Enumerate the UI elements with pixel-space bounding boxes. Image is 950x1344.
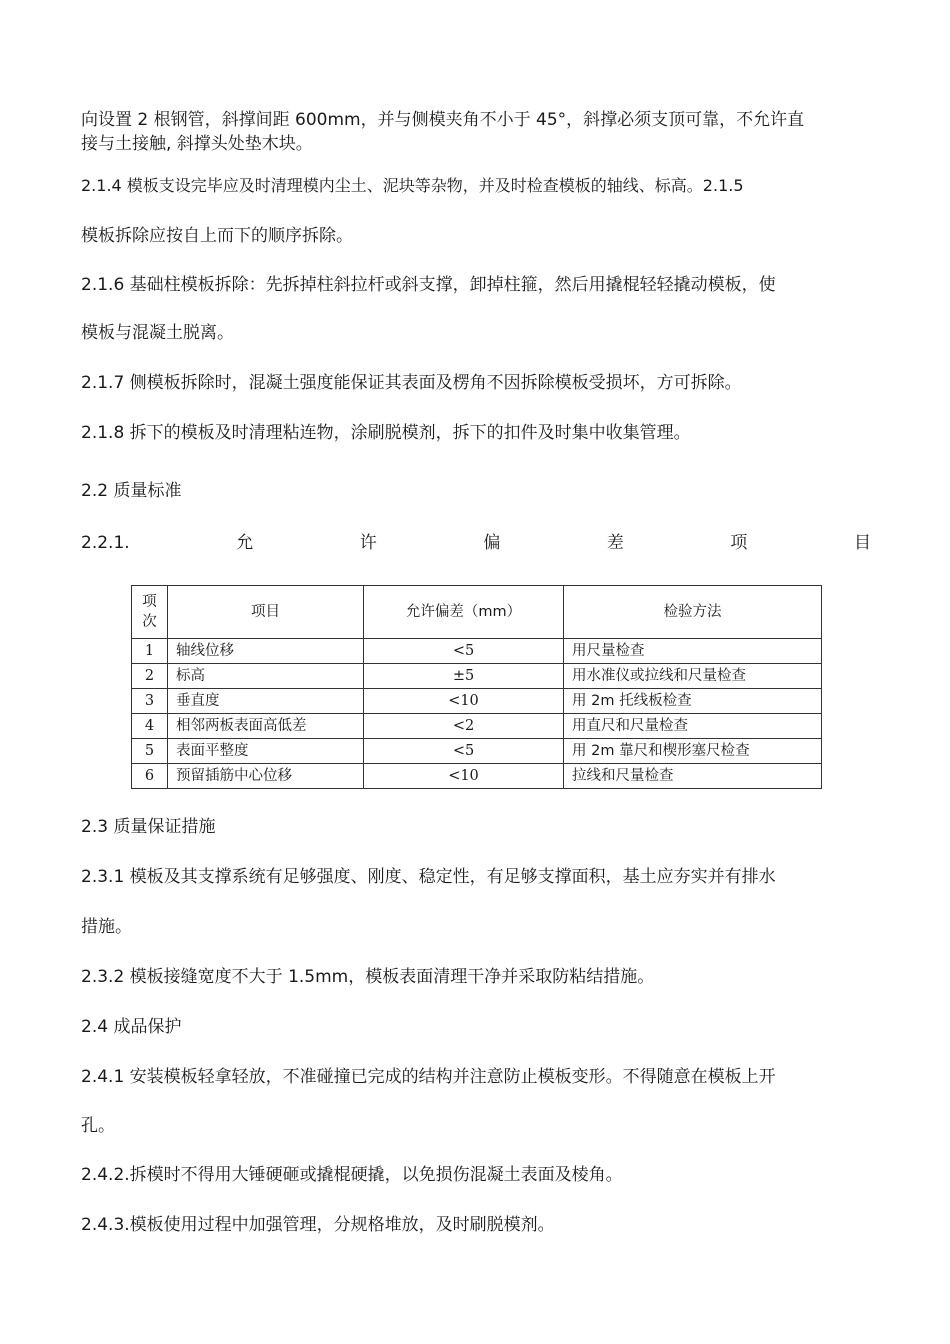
heading-char: 差 <box>606 533 624 553</box>
cell-tolerance: <10 <box>364 764 564 789</box>
cell-method: 用尺量检查 <box>564 639 822 664</box>
cell-tolerance: <5 <box>364 639 564 664</box>
cell-method: 用 2m 托线板检查 <box>564 689 822 714</box>
cell-item: 表面平整度 <box>168 739 364 764</box>
header-method: 检验方法 <box>564 586 822 639</box>
heading-char: 2.2.1. <box>81 533 130 553</box>
table-row <box>132 664 822 689</box>
cell-no: 5 <box>132 739 168 764</box>
paragraph-line: 2.1.7 侧模板拆除时，混凝土强度能保证其表面及楞角不因拆除模板受损坏，方可拆除。 <box>81 373 742 393</box>
cell-no: 2 <box>132 664 168 689</box>
heading-char: 允 <box>236 533 254 553</box>
paragraph-line: 模板与混凝土脱离。 <box>81 323 234 343</box>
paragraph-line: 2.4.1 安装模板轻拿轻放，不准碰撞已完成的结构并注意防止模板变形。不得随意在模板上开 <box>81 1067 776 1087</box>
cell-item: 垂直度 <box>168 689 364 714</box>
paragraph-line: 2.3.2 模板接缝宽度不大于 1.5mm，模板表面清理干净并采取防粘结措施。 <box>81 967 655 987</box>
cell-method: 用 2m 靠尺和楔形塞尺检查 <box>564 739 822 764</box>
section-heading: 2.3 质量保证措施 <box>81 817 216 837</box>
cell-method: 拉线和尺量检查 <box>564 764 822 789</box>
paragraph-line: 孔。 <box>81 1116 115 1136</box>
paragraph-line: 向设置 2 根钢管，斜撑间距 600mm，并与侧模夹角不小于 45°，斜撑必须支顶可靠，不允许直 <box>81 110 805 130</box>
section-heading: 2.2 质量标准 <box>81 481 182 501</box>
paragraph-line: 模板拆除应按自上而下的顺序拆除。 <box>81 226 353 246</box>
table-row <box>132 639 822 664</box>
cell-item: 预留插筋中心位移 <box>168 764 364 789</box>
cell-no: 3 <box>132 689 168 714</box>
table-row <box>132 739 822 764</box>
header-tolerance: 允许偏差（mm） <box>364 586 564 639</box>
header-no: 项 次 <box>132 586 168 639</box>
tolerance-table <box>131 585 822 789</box>
paragraph-line: 2.1.8 拆下的模板及时清理粘连物，涂刷脱模剂，拆下的扣件及时集中收集管理。 <box>81 423 691 443</box>
cell-method: 用水准仪或拉线和尺量检查 <box>564 664 822 689</box>
paragraph-line: 2.4.2.拆模时不得用大锤硬砸或撬棍硬撬，以免损伤混凝土表面及棱角。 <box>81 1165 623 1185</box>
heading-char: 目 <box>853 533 871 553</box>
heading-char: 许 <box>359 533 377 553</box>
section-heading: 2.4 成品保护 <box>81 1017 182 1037</box>
header-item: 项目 <box>168 586 364 639</box>
cell-tolerance: ±5 <box>364 664 564 689</box>
paragraph-line: 2.1.6 基础柱模板拆除：先拆掉柱斜拉杆或斜支撑，卸掉柱箍，然后用撬棍轻轻撬动模板，使 <box>81 275 776 295</box>
table-row <box>132 764 822 789</box>
heading-char: 项 <box>730 533 748 553</box>
heading-char: 偏 <box>483 533 501 553</box>
cell-no: 6 <box>132 764 168 789</box>
cell-item: 相邻两板表面高低差 <box>168 714 364 739</box>
subsection-heading-spread <box>81 532 871 554</box>
table-row <box>132 689 822 714</box>
cell-no: 1 <box>132 639 168 664</box>
table-header-row <box>132 586 822 639</box>
paragraph-line: 措施。 <box>81 917 132 937</box>
paragraph-line: 2.4.3.模板使用过程中加强管理，分规格堆放，及时刷脱模剂。 <box>81 1215 555 1235</box>
cell-tolerance: <5 <box>364 739 564 764</box>
paragraph-line: 2.3.1 模板及其支撑系统有足够强度、刚度、稳定性，有足够支撑面积，基土应夯实并有排水 <box>81 867 776 887</box>
cell-item: 轴线位移 <box>168 639 364 664</box>
cell-tolerance: <2 <box>364 714 564 739</box>
cell-tolerance: <10 <box>364 689 564 714</box>
cell-method: 用直尺和尺量检查 <box>564 714 822 739</box>
paragraph-line: 2.1.4 模板支设完毕应及时清理模内尘土、泥块等杂物，并及时检查模板的轴线、标高。2.1.5 <box>81 176 744 195</box>
table-row <box>132 714 822 739</box>
cell-no: 4 <box>132 714 168 739</box>
cell-item: 标高 <box>168 664 364 689</box>
paragraph-line: 接与土接触, 斜撑头处垫木块。 <box>81 134 313 154</box>
